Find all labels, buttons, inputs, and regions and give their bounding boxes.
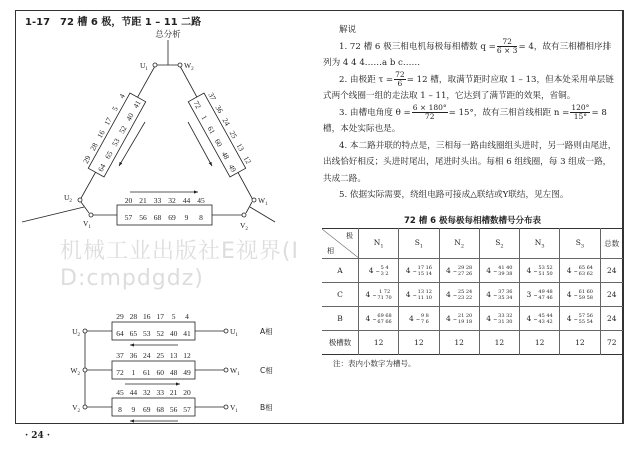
slot-number: 12 xyxy=(241,154,254,166)
phase-cell: A xyxy=(322,259,359,283)
table-row xyxy=(322,307,623,331)
slot-cell: 4 – 13 12 11 10 xyxy=(399,283,439,307)
slot-number: 20 xyxy=(183,388,191,397)
slot-number: 13 xyxy=(169,351,178,360)
slot-number: 41 xyxy=(131,98,143,110)
slot-number: 61 xyxy=(143,368,151,377)
slot-cell: 4 – 57 56 55 54 xyxy=(560,307,600,331)
paragraph-2: 2. 由极距 τ = $\frac{72}{6}$ = 12 槽，取满节距时应取 1 – 13，但本处采用单层链式两个线圈一组的走法取 1 – 11，它达到了满节距的效果，省铜。 xyxy=(323,70,614,101)
slot-cell: 4 – 69 68 67 66 xyxy=(359,307,399,331)
slot-number: 72 xyxy=(191,99,204,111)
slot-number: 56 xyxy=(169,405,178,414)
slot-number: 25 xyxy=(156,351,164,360)
slot-number: 1 xyxy=(131,368,136,377)
svg-text:V2: $V_2$ xyxy=(240,221,248,232)
slot-number: 65 xyxy=(103,149,115,161)
table-note: 注：表内小数字为槽号。 xyxy=(333,359,416,368)
slot-number: 28 xyxy=(88,141,100,153)
slot-number: 37 xyxy=(206,91,218,102)
slot-cell: 4 – 21 20 19 18 xyxy=(439,307,479,331)
pole-header: $S_2$ xyxy=(479,229,519,259)
phase-cell: B xyxy=(322,307,359,331)
winding-diagrams xyxy=(0,0,320,430)
paragraph-5: 5. 依据实际需要，绕组电路可接成△联结或Y联结，见左图。 xyxy=(339,190,569,200)
slot-number: 17 xyxy=(102,115,114,127)
slot-cell: 4 – 41 40 39 38 xyxy=(479,259,519,283)
slot-cell: 3 – 49 48 47 46 xyxy=(520,283,560,307)
slot-number: 45 xyxy=(197,196,205,205)
slot-number: 57 xyxy=(183,405,191,414)
slot-number: 16 xyxy=(95,128,107,140)
slot-number: 33 xyxy=(156,388,164,397)
slot-cell: 4 – 17 16 15 14 xyxy=(399,259,439,283)
terminal-label: $W_1$ xyxy=(230,366,240,377)
slot-number: 4 xyxy=(117,92,127,100)
slot-number: 37 xyxy=(116,351,124,360)
slot-number: 4 xyxy=(185,312,189,321)
slot-number: 44 xyxy=(182,196,191,205)
paragraph-4: 4. 本二路并联的特点是，三相每一路由线圈组头进时，另一路则由尾进，出线恰好相反；头进时尾出，尾进时头出。每相 6 组线圈，每 3 组成一路，共成二路。 xyxy=(323,140,617,184)
slot-number: 53 xyxy=(143,329,151,338)
footer-cell: 12 xyxy=(399,331,439,355)
total-cell: 24 xyxy=(600,307,623,331)
slot-number: 1 xyxy=(199,113,210,122)
slot-number: 36 xyxy=(129,351,138,360)
slot-number: 48 xyxy=(219,149,232,161)
explanation-heading: 解说 xyxy=(339,25,357,35)
diagram-label: 总分析 xyxy=(155,30,181,40)
svg-text:U2: $U_2$ xyxy=(64,193,72,204)
pole-header: $N_1$ xyxy=(359,229,399,259)
slot-number: 49 xyxy=(183,368,191,377)
terminal-label: $V_1$ xyxy=(230,403,238,414)
phase-label: A相 xyxy=(260,327,273,336)
slot-number: 16 xyxy=(143,312,151,321)
slot-cell: 4 – 9 8 7 6 xyxy=(399,307,439,331)
table-row xyxy=(322,259,623,283)
slot-number: 29 xyxy=(116,312,124,321)
slot-number: 44 xyxy=(129,388,138,397)
page-number: · 24 · xyxy=(25,431,51,441)
slot-number: 64 xyxy=(116,329,124,338)
slot-number: 33 xyxy=(153,196,162,205)
slot-number: 5 xyxy=(171,312,176,321)
slot-cell: 4 – 53 52 51 50 xyxy=(520,259,560,283)
slot-number: 69 xyxy=(168,213,176,222)
slot-number: 5 xyxy=(110,104,120,113)
slot-cell: 4 – 37 36 35 34 xyxy=(479,283,519,307)
footer-cell: 12 xyxy=(359,331,399,355)
footer-cell: 12 xyxy=(520,331,560,355)
slot-cell: 4 – 25 24 23 22 xyxy=(439,283,479,307)
slot-number: 32 xyxy=(143,388,151,397)
footer-cell: 72 xyxy=(600,331,623,355)
slot-number: 12 xyxy=(183,351,191,360)
terminal-label: $U_2$ xyxy=(72,327,80,338)
slot-number: 69 xyxy=(143,405,151,414)
slot-number: 60 xyxy=(212,137,225,149)
terminal-label: $U_1$ xyxy=(230,327,238,338)
slot-number: 8 xyxy=(118,405,122,414)
slot-number: 20 xyxy=(124,196,133,205)
slot-number: 21 xyxy=(139,196,147,205)
terminal-label: $W_2$ xyxy=(70,366,80,377)
pole-header: $S_1$ xyxy=(399,229,439,259)
table-title: 72 槽 6 极每极每相槽数槽号分布表 xyxy=(403,216,542,226)
total-cell: 24 xyxy=(600,283,623,307)
slot-cell: 4 – 5 4 3 2 xyxy=(359,259,399,283)
paragraph-1: 1. 72 槽 6 极三相电机每极每相槽数 q = $\frac{72}{6 \times 3}$ = 4，故有三相槽相序排列为 4 4 4……a b c…… xyxy=(323,37,612,68)
slot-number: 25 xyxy=(227,129,240,140)
slot-cell: 4 – 33 32 31 30 xyxy=(479,307,519,331)
slot-number: 24 xyxy=(220,116,233,128)
slot-number: 52 xyxy=(156,329,164,338)
total-cell: 24 xyxy=(600,259,623,283)
slot-number: 41 xyxy=(183,329,191,338)
slot-number: 64 xyxy=(95,162,108,174)
slot-number: 9 xyxy=(184,213,189,222)
table-footer-row xyxy=(322,331,623,355)
slot-number: 53 xyxy=(110,136,122,148)
phase-cell: C xyxy=(322,283,359,307)
slot-number: 45 xyxy=(116,388,124,397)
slot-number: 36 xyxy=(213,103,226,115)
svg-text:W2: $W_2$ xyxy=(184,61,194,72)
total-header: 总数 xyxy=(600,229,623,259)
slot-number: 29 xyxy=(81,153,93,165)
watermark: 机械工业出版社E视界(ID:cmpdgdz) xyxy=(60,239,299,291)
slot-number: 60 xyxy=(156,368,164,377)
slot-number: 57 xyxy=(124,213,133,222)
footer-cell: 12 xyxy=(479,331,519,355)
slot-number: 52 xyxy=(117,124,129,136)
slot-number: 9 xyxy=(131,405,136,414)
footer-cell: 12 xyxy=(560,331,600,355)
slot-cell: 4 – 61 60 59 58 xyxy=(560,283,600,307)
slot-number: 72 xyxy=(116,368,124,377)
slot-cell: 4 – 1 72 71 70 xyxy=(359,283,399,307)
footer-cell: 12 xyxy=(439,331,479,355)
slot-number: 13 xyxy=(234,141,247,153)
slot-distribution-table xyxy=(322,228,623,355)
slot-number: 40 xyxy=(169,329,178,338)
pole-header: $N_3$ xyxy=(520,229,560,259)
section-title: 1-17 72 槽 6 极，节距 1 – 11 二路 xyxy=(25,17,202,28)
pole-header: $N_2$ xyxy=(439,229,479,259)
corner-header: 极 相 xyxy=(322,229,359,259)
slot-number: 32 xyxy=(168,196,176,205)
slot-number: 40 xyxy=(124,111,136,123)
paragraph-3: 3. 由槽电角度 θ = $\frac{6 \times 180^\circ}{72}$ = 15°，故有三相首线相距 n = $\frac{120^\circ}{15^\circ}$ = 8 槽，本处实际也是。 xyxy=(323,103,607,134)
slot-number: 68 xyxy=(156,405,164,414)
slot-cell: 4 – 65 64 63 62 xyxy=(560,259,600,283)
slot-number: 17 xyxy=(156,312,164,321)
phase-label: C相 xyxy=(260,366,273,375)
slot-number: 68 xyxy=(153,213,162,222)
slot-number: 48 xyxy=(169,368,178,377)
slot-number: 8 xyxy=(199,213,203,222)
svg-text:U1: $U_1$ xyxy=(140,61,148,72)
svg-text:W1: $W_1$ xyxy=(258,196,268,207)
slot-number: 49 xyxy=(226,162,239,174)
pole-header: $S_3$ xyxy=(560,229,600,259)
slot-cell: 4 – 29 28 27 26 xyxy=(439,259,479,283)
slot-number: 24 xyxy=(143,351,151,360)
table-row xyxy=(322,283,623,307)
slot-number: 65 xyxy=(129,329,138,338)
slot-number: 56 xyxy=(139,213,147,222)
slot-number: 61 xyxy=(205,124,218,136)
footer-label: 极槽数 xyxy=(322,331,359,355)
terminal-label: $V_2$ xyxy=(72,403,80,414)
explanation xyxy=(323,22,619,204)
phase-label: B相 xyxy=(260,403,273,412)
slot-number: 21 xyxy=(169,388,178,397)
slot-cell: 4 – 45 44 43 42 xyxy=(520,307,560,331)
svg-text:V1: $V_1$ xyxy=(83,219,91,230)
slot-number: 28 xyxy=(129,312,138,321)
